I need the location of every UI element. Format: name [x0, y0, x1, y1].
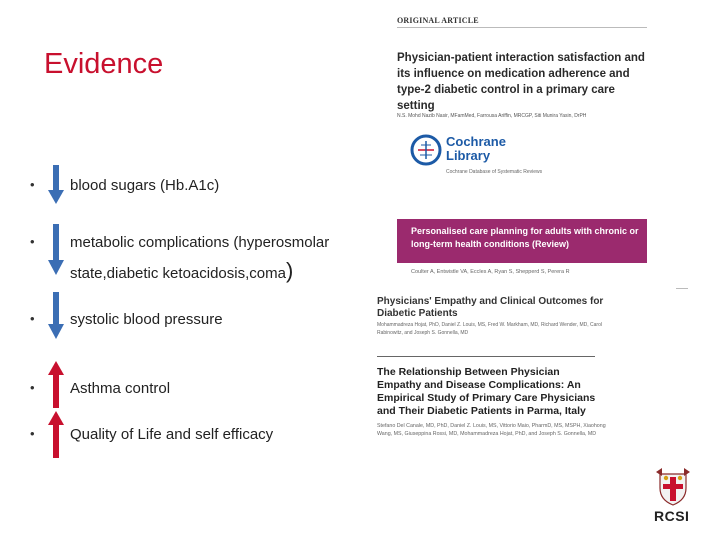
ref1-title: Physician-patient interaction satisfaction and its influence on medication adherence and type-2 diabetic control in a primary care setting: [397, 52, 645, 112]
ref3-title: Physicians' Empathy and Clinical Outcomes for Diabetic Patients: [377, 296, 604, 319]
bullet-dot: •: [30, 311, 35, 326]
ref1-divider: [397, 27, 647, 28]
bullet-text: blood sugars (Hb.A1c): [70, 177, 220, 194]
crest-icon: [656, 468, 690, 506]
ref4-divider: [377, 356, 595, 357]
arrow-down-icon: [47, 224, 65, 276]
rcsi-label: RCSI: [654, 508, 690, 524]
bullet-dot: •: [30, 426, 35, 441]
ref1-authors: N.S. Mohd Nazib Nasir, MFamMed, Farrousa Ariffin, MRCGP, Siti Munira Yasin, DrPH: [397, 113, 587, 119]
arrow-up-icon: [47, 360, 65, 408]
cochrane-logo-icon: [410, 134, 442, 166]
closing-paren: ): [285, 258, 294, 283]
arrow-up-icon: [47, 410, 65, 458]
cochrane-name-line1: Cochrane: [446, 134, 506, 149]
bullet-dot: •: [30, 380, 35, 395]
arrow-down-icon: [47, 165, 65, 205]
bullet-text-line2: state,diabetic ketoacidosis,coma): [70, 258, 294, 283]
arrow-down-icon: [47, 292, 65, 340]
slide-title: Evidence: [44, 48, 164, 80]
ref2-title: Personalised care planning for adults with chronic or long-term health conditions (Review): [411, 226, 639, 249]
ref2-authors: Coulter A, Entwistle VA, Eccles A, Ryan S, Shepperd S, Perera R: [411, 269, 570, 275]
bullet-text: Quality of Life and self efficacy: [70, 426, 274, 443]
rcsi-logo: [650, 468, 698, 528]
bullet-text: metabolic complications (hyperosmolar: [70, 234, 330, 251]
bullet-text: Asthma control: [70, 380, 171, 397]
bullet-text: systolic blood pressure: [70, 311, 223, 328]
cochrane-name: [446, 135, 506, 163]
bullet-dot: •: [30, 177, 35, 192]
ref4-title: The Relationship Between Physician Empathy and Disease Complications: An Empirical Study of Primary Care Physicians and Their Diabetic Patients in Parma, Italy: [377, 366, 596, 417]
bullet-dot: •: [30, 234, 35, 249]
ref4-authors: Stefano Del Canale, MD, PhD, Daniel Z. Louis, MS, Vittorio Maio, PharmD, MS, MSPH, Xiaohong Wang, MS, Giuseppina Rossi, MD, Mohammadreza Hojat, PhD, and Joseph S. Gonnella, MD: [377, 423, 606, 437]
ref1-article-tag: ORIGINAL ARTICLE: [397, 16, 479, 25]
cochrane-library-logo: [410, 131, 560, 173]
cochrane-name-line2: Library: [446, 148, 491, 163]
cochrane-subtitle: Cochrane Database of Systematic Reviews: [446, 169, 543, 175]
ref2-divider: [676, 288, 688, 289]
ref3-authors: Mohammadreza Hojat, PhD, Daniel Z. Louis, MS, Fred W. Markham, MD, Richard Wender, MD, Carol Rabinowitz, and Joseph S. Gonnella, MD: [377, 322, 602, 336]
ref2-title-box: [397, 219, 647, 263]
